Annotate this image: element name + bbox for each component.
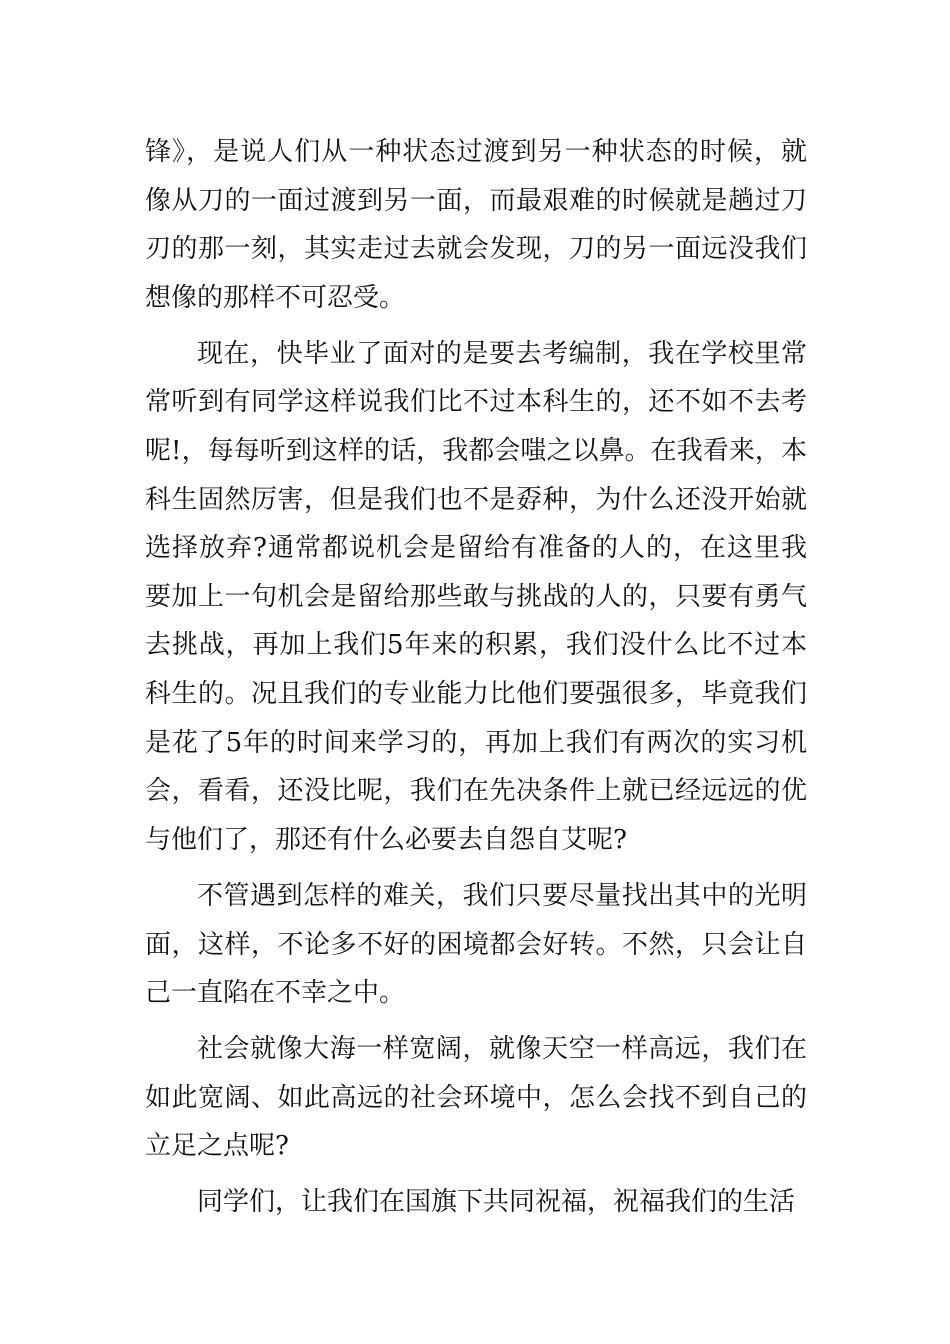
paragraph-1: 锋》，是说人们从一种状态过渡到另一种状态的时候，就像从刀的一面过渡到另一面，而最艰难的时候就是趟过刀刃的那一刻，其实走过去就会发现，刀的另一面远没我们想像的那样不可忍受。 [145, 137, 807, 313]
paragraph-5: 同学们，让我们在国旗下共同祝福，祝福我们的生活 [197, 1187, 796, 1218]
document-body [145, 128, 807, 1235]
paragraph-3: 不管遇到怎样的难关，我们只要尽量找出其中的光明面，这样，不论多不好的困境都会好转。不然，只会让自己一直陷在不幸之中。 [145, 880, 807, 1009]
paragraph-4: 社会就像大海一样宽阔，就像天空一样高远，我们在如此宽阔、如此高远的社会环境中，怎么会找不到自己的立足之点呢? [145, 1034, 807, 1162]
paragraph-2: 现在，快毕业了面对的是要去考编制，我在学校里常常听到有同学这样说我们比不过本科生的，还不如不去考呢!，每每听到这样的话，我都会嗤之以鼻。在我看来，本科生固然厉害，但是我们也不是孬种，为什么还没开始就选择放弃?通常都说机会是留给有准备的人的，在这里我要加上一句机会是留给那些敢与挑战的人的，只要有勇气去挑战，再加上我们5年来的积累，我们没什么比不过本科生的。况且我们的专业能力比他们要强很多，毕竟我们是花了5年的时间来学习的，再加上我们有两次的实习机会，看看，还没比呢，我们在先决条件上就已经远远的优与他们了，那还有什么必要去自怨自艾呢? [145, 338, 807, 855]
